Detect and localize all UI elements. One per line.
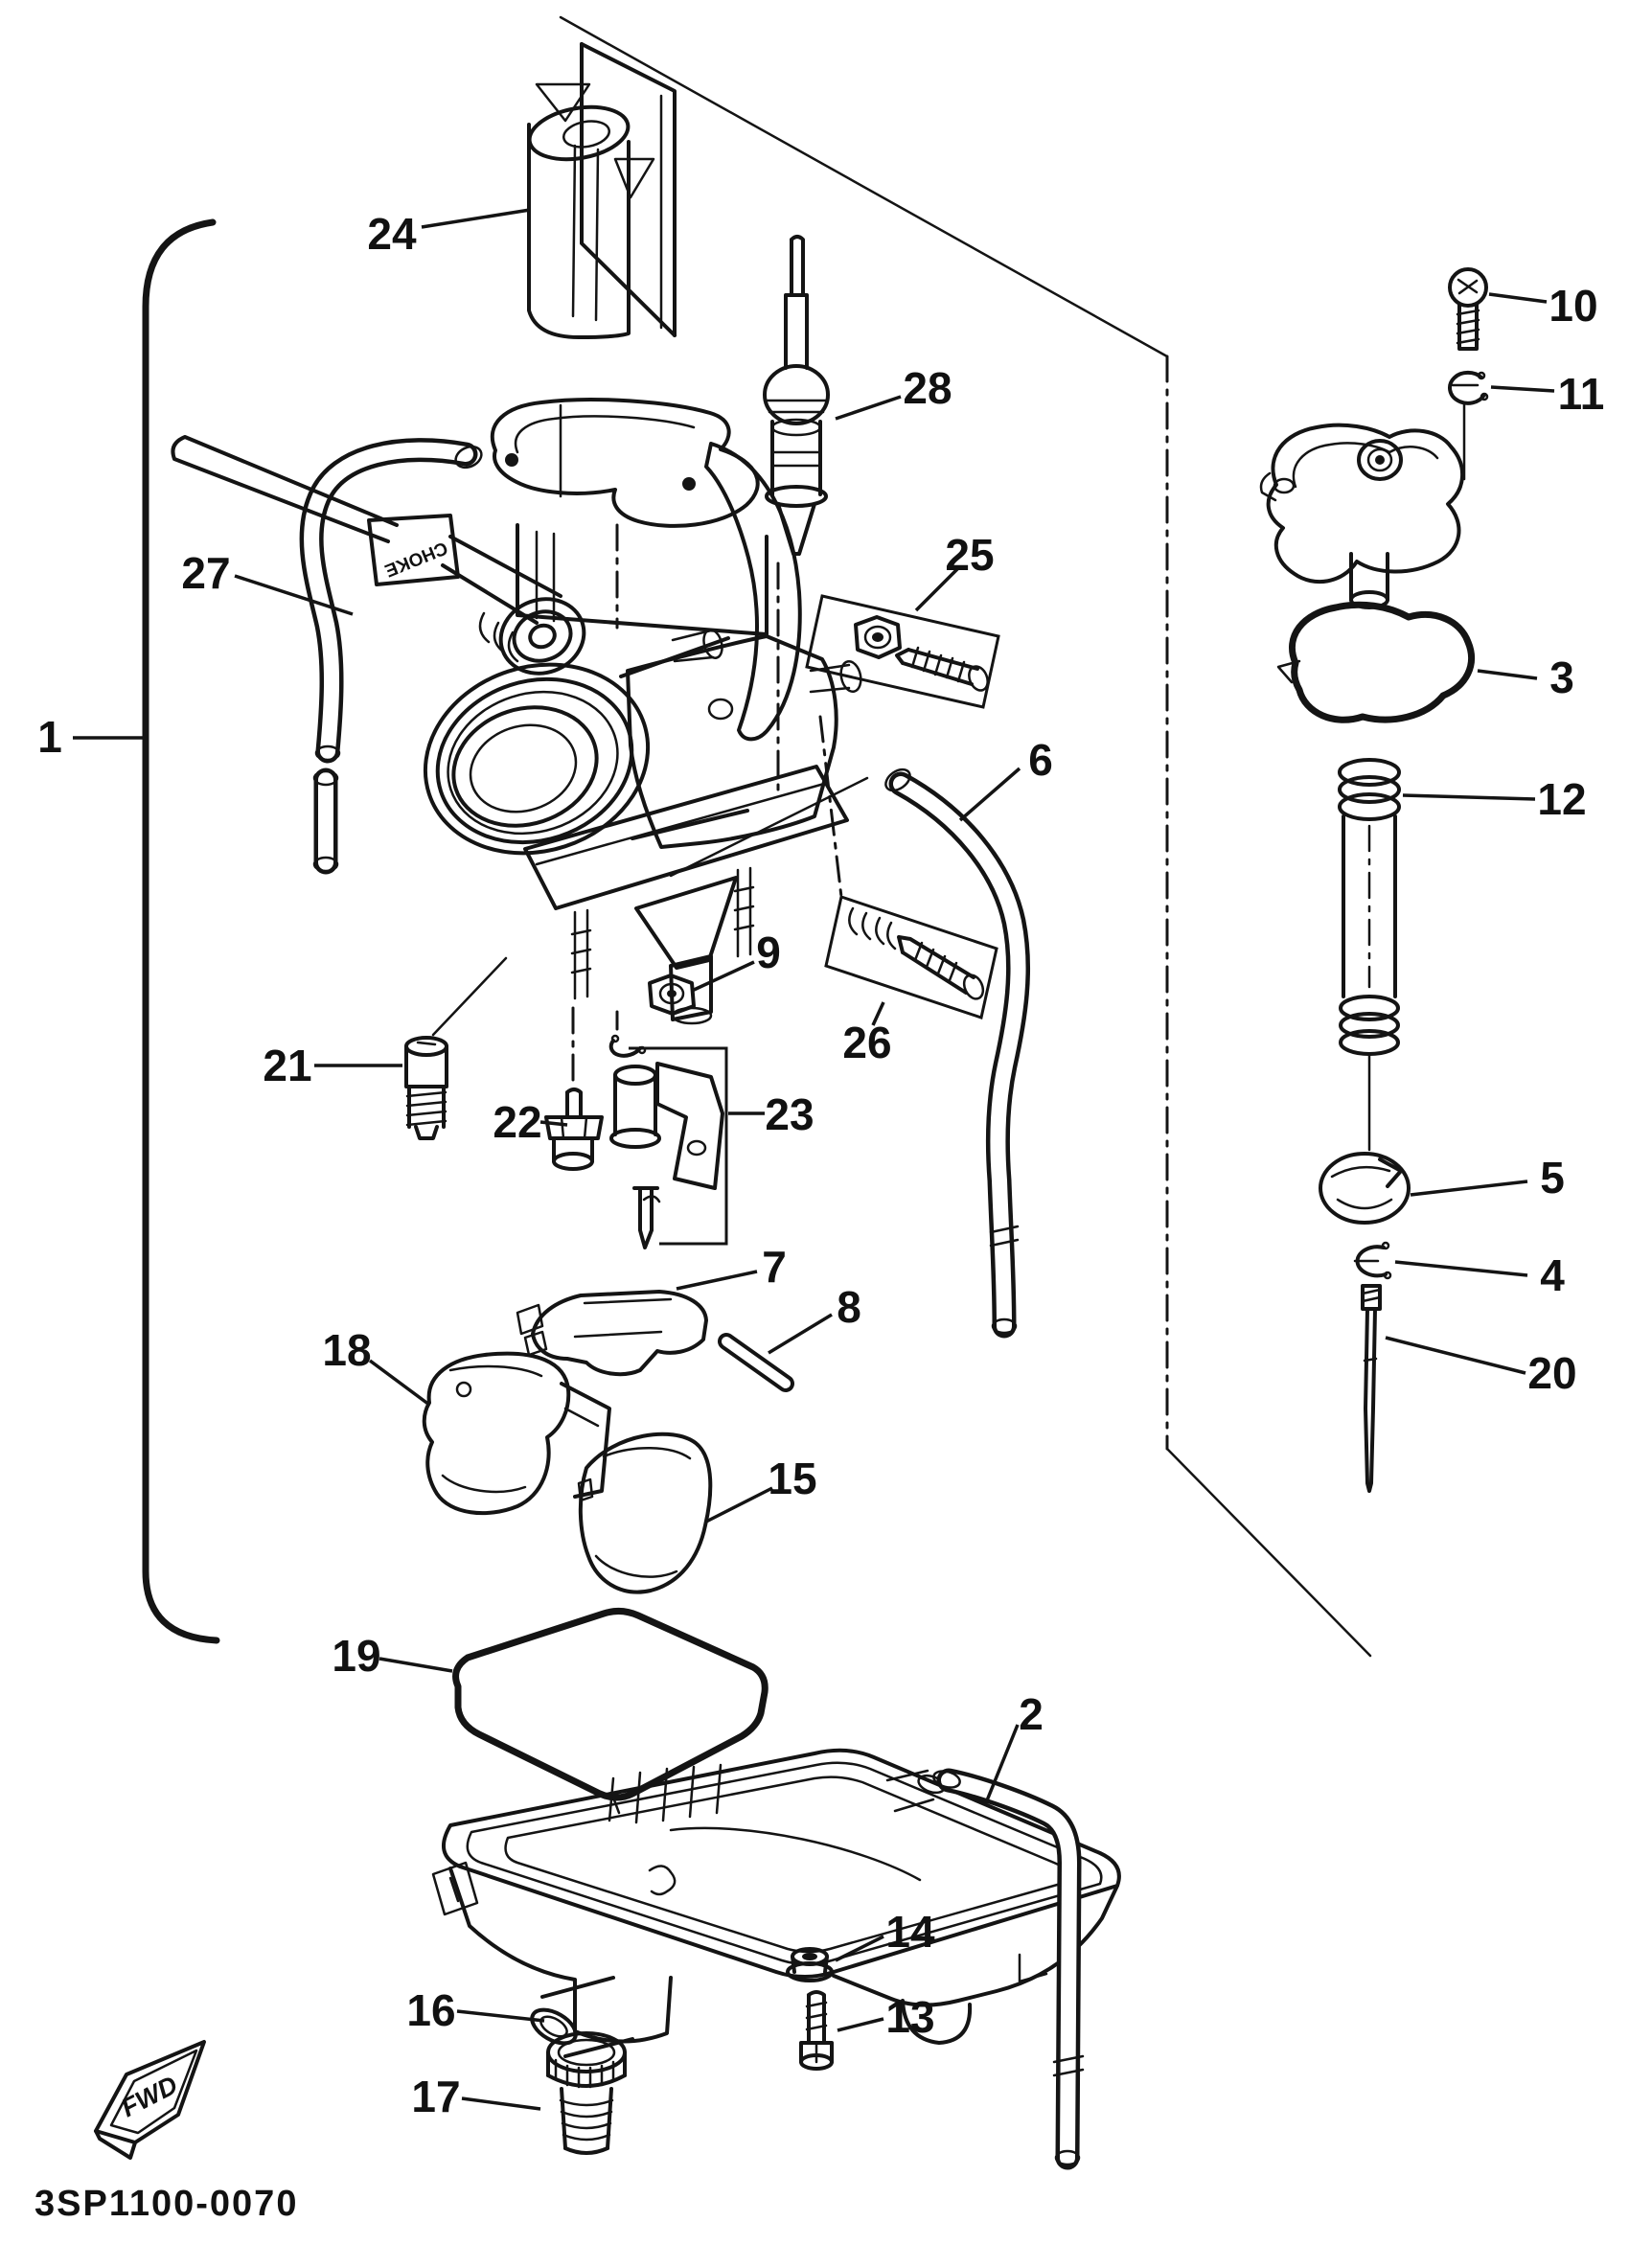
part-16-drain-tube xyxy=(526,1978,632,2056)
part-label-4: 4 xyxy=(1540,1250,1565,1300)
part-label-23: 23 xyxy=(765,1089,814,1139)
top-cover xyxy=(1261,425,1462,607)
choke-flag-label: CHOKE xyxy=(381,537,450,581)
part-label-9: 9 xyxy=(756,928,781,977)
part-20-jet-needle xyxy=(1363,1286,1380,1491)
part-label-25: 25 xyxy=(945,530,995,580)
part-28-starter-plunger xyxy=(765,237,828,554)
assembly-group-bracket xyxy=(146,222,217,1640)
part-10-screw xyxy=(1450,269,1486,349)
part-23-needle-valve-set xyxy=(611,1036,726,1248)
part-label-11: 11 xyxy=(1557,369,1605,419)
part-label-15: 15 xyxy=(768,1454,817,1503)
part-13-screw xyxy=(801,1992,832,2069)
part-label-24: 24 xyxy=(367,209,417,259)
fwd-arrow xyxy=(96,2042,204,2158)
part-label-27: 27 xyxy=(181,548,231,598)
part-label-5: 5 xyxy=(1540,1153,1565,1203)
part-6-fuel-hose xyxy=(882,766,1018,1333)
part-2-drain-hose xyxy=(931,1769,1083,2165)
part-label-21: 21 xyxy=(263,1041,312,1090)
part-label-19: 19 xyxy=(332,1631,381,1681)
part-label-17: 17 xyxy=(411,2072,461,2121)
fwd-arrow-label: FWD xyxy=(116,2070,183,2123)
part-label-26: 26 xyxy=(842,1018,892,1067)
part-label-2: 2 xyxy=(1019,1689,1044,1739)
part-label-13: 13 xyxy=(885,1992,935,2042)
part-label-8: 8 xyxy=(837,1282,861,1332)
part-label-28: 28 xyxy=(903,363,952,413)
part-26-pilot-screw-set xyxy=(826,897,997,1018)
part-24-intake-joint xyxy=(525,44,675,337)
part-label-20: 20 xyxy=(1527,1348,1577,1398)
part-21-pilot-jet xyxy=(406,1038,447,1138)
part-label-7: 7 xyxy=(762,1242,787,1292)
part-15-float xyxy=(579,1434,710,1592)
part-label-16: 16 xyxy=(406,1985,456,2035)
part-label-18: 18 xyxy=(322,1325,372,1375)
part-label-6: 6 xyxy=(1028,735,1053,785)
part-3-cover-gasket xyxy=(1278,605,1472,720)
part-label-12: 12 xyxy=(1537,774,1587,824)
part-label-14: 14 xyxy=(885,1907,935,1957)
part-label-10: 10 xyxy=(1549,281,1598,331)
leader-lines xyxy=(73,210,1554,2109)
diagram-code: 3SP1100-0070 xyxy=(34,2184,299,2224)
part-11-clip xyxy=(1450,373,1487,403)
part-12-spring-slide xyxy=(1340,760,1399,1150)
part-label-22: 22 xyxy=(493,1097,542,1147)
part-4-e-clip xyxy=(1355,1243,1390,1278)
part-label-1: 1 xyxy=(37,712,62,762)
part-label-3: 3 xyxy=(1549,653,1574,702)
part-22-main-jet xyxy=(546,1089,602,1169)
part-5-needle-seat xyxy=(1320,1154,1409,1223)
